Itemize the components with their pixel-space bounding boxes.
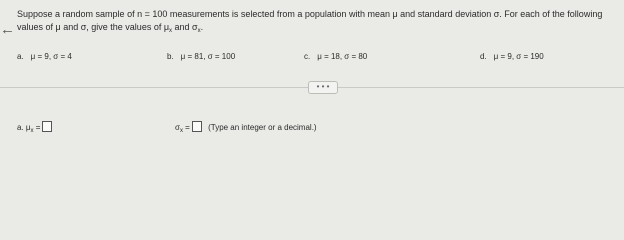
option-text: μ = 18, σ = 80 — [317, 52, 368, 61]
option-d — [480, 51, 544, 63]
option-text: μ = 9, σ = 190 — [493, 52, 544, 61]
answer-sigma-subscript: x — [179, 128, 183, 134]
question-line2-end: . — [200, 22, 204, 32]
option-a — [17, 51, 72, 63]
back-arrow-icon[interactable]: ← — [0, 21, 15, 38]
answer-sd-row — [175, 121, 317, 137]
expand-dots-button[interactable]: • • • — [308, 81, 338, 94]
question-text-line2 — [17, 21, 203, 37]
option-c — [304, 51, 367, 63]
question-line2-main: values of μ and σ, give the values of μ — [17, 22, 170, 32]
question-line2-subscript-2: x — [197, 28, 201, 34]
answer-mean-row — [17, 121, 52, 137]
answer-hint: (Type an integer or a decimal.) — [208, 123, 317, 132]
answer-letter: a. — [17, 123, 24, 132]
option-letter: b. — [167, 52, 174, 61]
question-text-line1: Suppose a random sample of n = 100 measurements is selected from a population with mean μ and standard deviation σ. For each of the following — [17, 9, 603, 19]
answer-equals: = — [35, 123, 41, 132]
option-b — [167, 51, 235, 63]
answer-mu-subscript: x — [30, 128, 34, 134]
option-letter: d. — [480, 52, 487, 61]
option-text: μ = 9, σ = 4 — [30, 52, 72, 61]
option-text: μ = 81, σ = 100 — [180, 52, 236, 61]
answer-equals: = — [185, 123, 190, 132]
answer-sigma-label: σ — [175, 123, 180, 132]
mean-answer-input[interactable] — [42, 121, 52, 132]
option-letter: c. — [304, 52, 311, 61]
sd-answer-input[interactable] — [192, 121, 202, 132]
option-letter: a. — [17, 52, 24, 61]
answer-mu-label: μ — [25, 123, 31, 132]
question-line2-subscript: x — [169, 28, 173, 34]
question-line2-and: and σ — [172, 22, 198, 32]
